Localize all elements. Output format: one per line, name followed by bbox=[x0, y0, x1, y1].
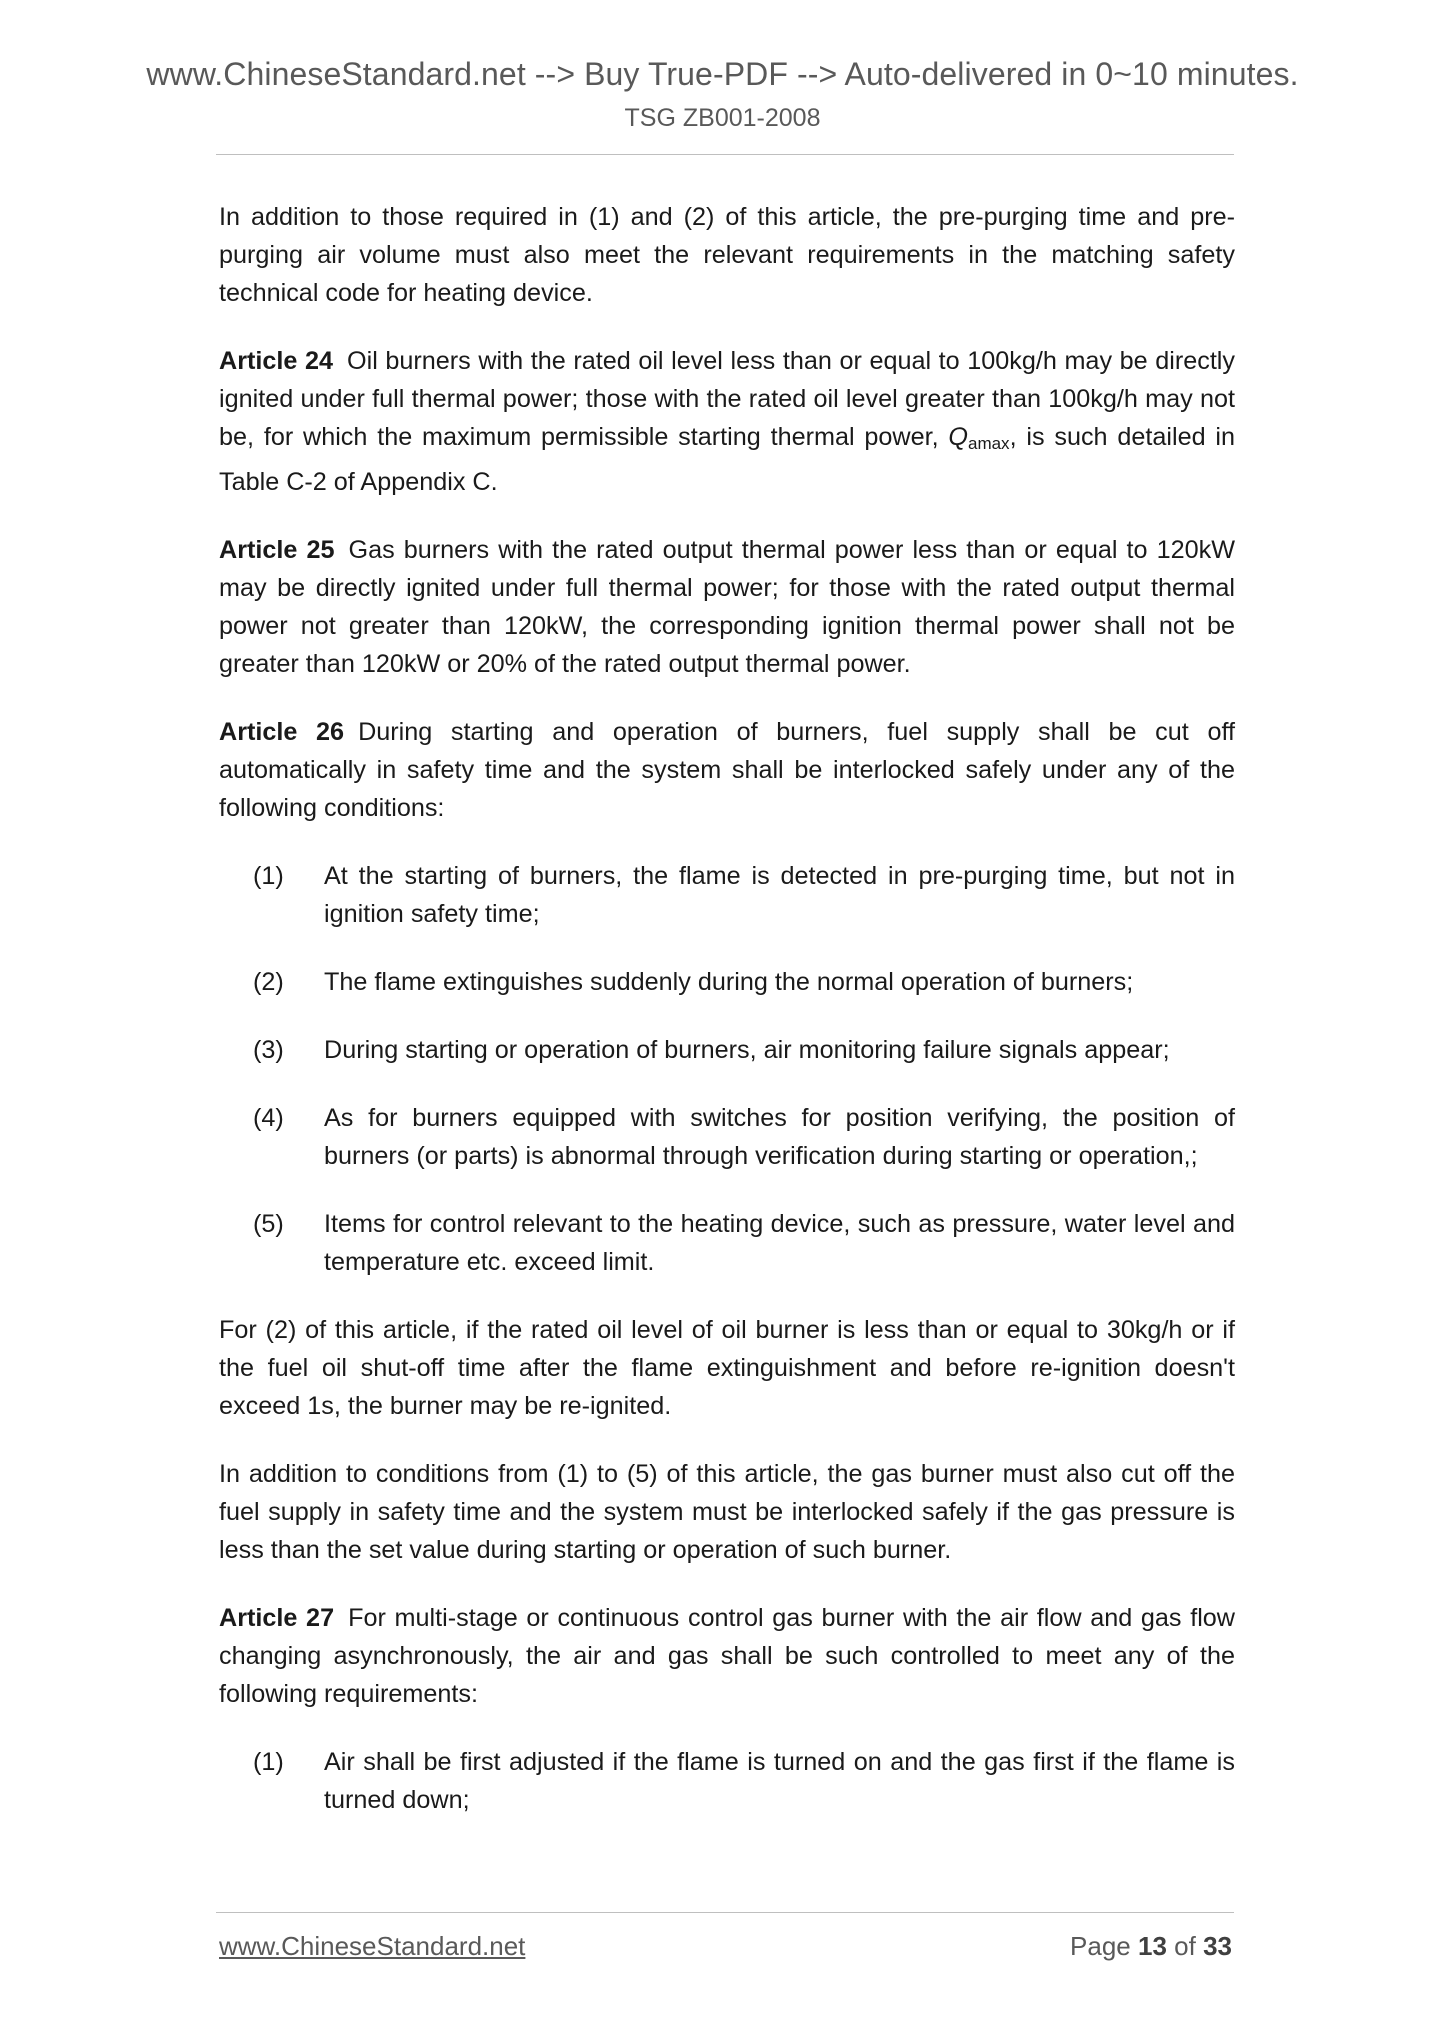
list-item-text: Items for control relevant to the heating device, such as pressure, water level and temperature etc. exceed limit. bbox=[324, 1210, 1235, 1276]
article-26-item-4 bbox=[219, 1099, 1235, 1175]
list-item-number: (1) bbox=[253, 862, 284, 890]
intro-paragraph: In addition to those required in (1) and (2) of this article, the pre-purging time and pre-purging air volume must also meet the relevant requirements in the matching safety technical code for heating device. bbox=[219, 203, 1235, 307]
page-of: of bbox=[1174, 1931, 1196, 1961]
list-item-text: As for burners equipped with switches for position verifying, the position of burners (or parts) is abnormal through verification during starting or operation,; bbox=[324, 1104, 1235, 1170]
list-item-text: At the starting of burners, the flame is detected in pre-purging time, but not in ignition safety time; bbox=[324, 862, 1235, 928]
page-current: 13 bbox=[1138, 1931, 1167, 1961]
header-divider bbox=[216, 154, 1234, 155]
article-26-note-2: In addition to conditions from (1) to (5) of this article, the gas burner must also cut off the fuel supply in safety time and the system must be interlocked safely if the gas pressure is less than the set value during starting or operation of such burner. bbox=[219, 1460, 1235, 1564]
article-26-text: During starting and operation of burners, fuel supply shall be cut off automatically in safety time and the system shall be interlocked safely under any of the following conditions: bbox=[219, 718, 1235, 822]
page-word: Page bbox=[1070, 1931, 1131, 1961]
article-24 bbox=[219, 342, 1235, 501]
article-24-label: Article 24 bbox=[219, 347, 333, 375]
variable-q: Q bbox=[948, 423, 968, 451]
article-26-note-1: For (2) of this article, if the rated oil level of oil burner is less than or equal to 30kg/h or if the fuel oil shut-off time after the flame extinguishment and before re-ignition doesn't exceed 1s, the burner may be re-ignited. bbox=[219, 1316, 1235, 1420]
article-27 bbox=[219, 1599, 1235, 1713]
list-item-number: (2) bbox=[253, 968, 284, 996]
article-27-item-1 bbox=[219, 1743, 1235, 1819]
article-26-item-2 bbox=[219, 963, 1235, 1001]
list-item-text: The flame extinguishes suddenly during the normal operation of burners; bbox=[324, 968, 1134, 996]
article-24-text-before: Oil burners with the rated oil level less than or equal to 100kg/h may be directly ignited under full thermal power; those with the rated oil level greater than 100kg/h may not be, for which the maximum permissible starting thermal power, bbox=[219, 347, 1236, 451]
list-item-number: (4) bbox=[253, 1104, 284, 1132]
document-code: TSG ZB001-2008 bbox=[624, 104, 821, 132]
list-item-number: (5) bbox=[253, 1210, 284, 1238]
page-number bbox=[1070, 1931, 1232, 1962]
list-item-number: (1) bbox=[253, 1748, 284, 1776]
variable-q-subscript: amax bbox=[967, 434, 1010, 453]
article-26-item-1 bbox=[219, 857, 1235, 933]
article-26-item-3 bbox=[219, 1031, 1235, 1069]
article-24-text-after: , is such detailed in Table C-2 of Appendix C. bbox=[219, 423, 1236, 496]
header-banner: www.ChineseStandard.net --> Buy True-PDF --> Auto-delivered in 0~10 minutes. bbox=[146, 56, 1299, 92]
article-26-label: Article 26 bbox=[219, 718, 345, 746]
article-25-text: Gas burners with the rated output thermal power less than or equal to 120kW may be directly ignited under full thermal power; for those with the rated output thermal power not greater than 120kW, the corresponding ignition thermal power shall not be greater than 120kW or 20% of the rated output thermal power. bbox=[219, 536, 1236, 678]
article-27-text: For multi-stage or continuous control gas burner with the air flow and gas flow changing asynchronously, the air and gas shall be such controlled to meet any of the following requirements: bbox=[219, 1604, 1235, 1708]
list-item-text: During starting or operation of burners, air monitoring failure signals appear; bbox=[324, 1036, 1170, 1064]
article-27-label: Article 27 bbox=[219, 1604, 335, 1632]
article-25-label: Article 25 bbox=[219, 536, 335, 564]
article-26-item-5 bbox=[219, 1205, 1235, 1281]
page-content bbox=[219, 198, 1235, 1849]
list-item-number: (3) bbox=[253, 1036, 284, 1064]
article-25 bbox=[219, 531, 1235, 683]
footer-site-link[interactable]: www.ChineseStandard.net bbox=[219, 1931, 526, 1961]
page-total: 33 bbox=[1203, 1931, 1232, 1961]
article-26 bbox=[219, 713, 1235, 827]
list-item-text: Air shall be first adjusted if the flame is turned on and the gas first if the flame is turned down; bbox=[324, 1748, 1235, 1814]
footer-divider bbox=[216, 1912, 1234, 1913]
